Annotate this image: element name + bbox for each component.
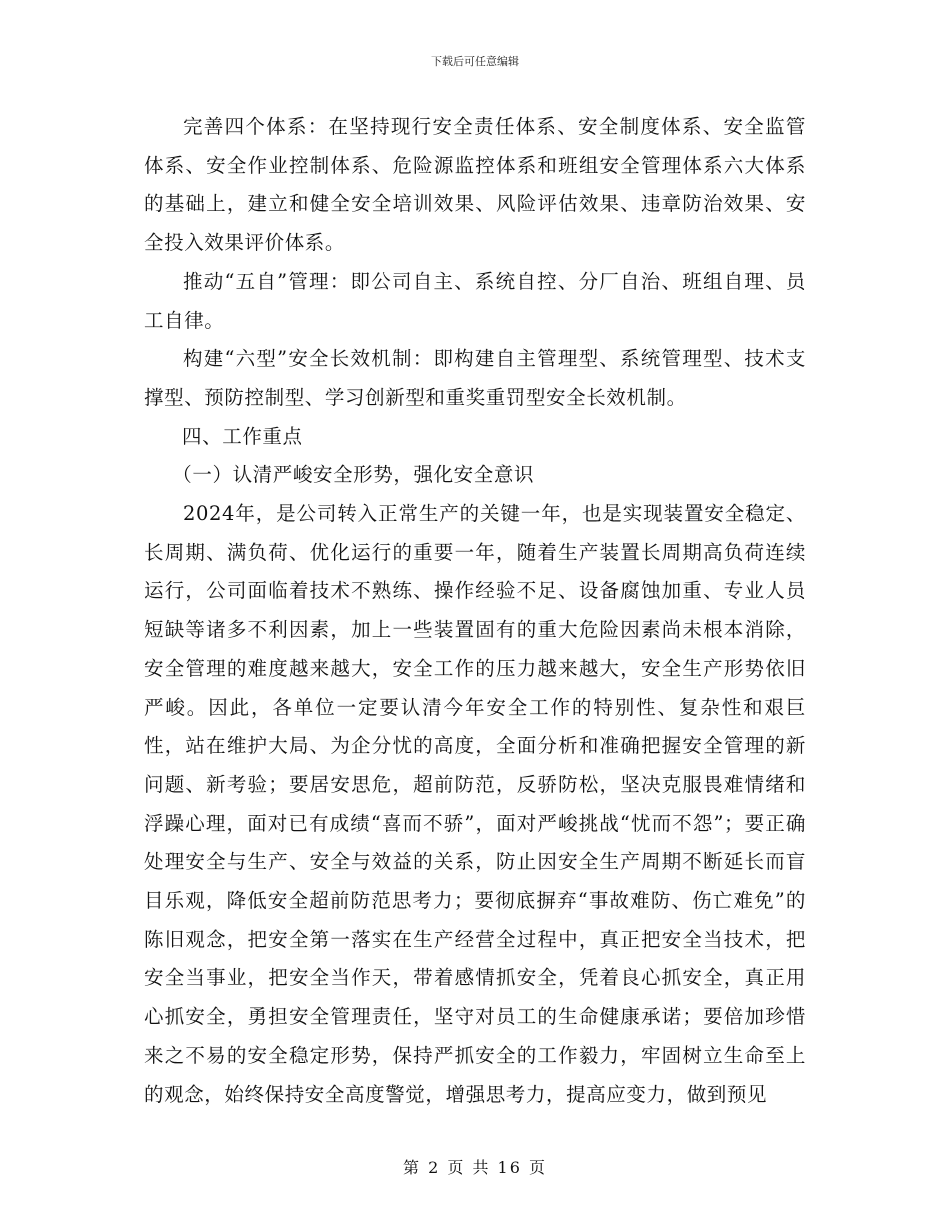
paragraph-2024-safety-situation: 2024年，是公司转入正常生产的关键一年，也是实现装置安全稳定、长周期、满负荷、优化运行的重要一年，随着生产装置长周期高负荷连续运行，公司面临着技术不熟练、操作经验不足、设备腐蚀加重、专业人员短缺等诸多不利因素，加上一些装置固有的重大危险因素尚未根本消除，安全管理的难度越来越大，安全工作的压力越来越大，安全生产形势依旧严峻。因此，各单位一定要认清今年安全工作的特别性、复杂性和艰巨性，站在维护大局、为企分忧的高度，全面分析和准确把握安全管理的新问题、新考验；要居安思危，超前防范，反骄防松，坚决克服畏难情绪和浮躁心理，面对已有成绩“喜而不骄”，面对严峻挑战“忧而不怨”；要正确处理安全与生产、安全与效益的关系，防止因安全生产周期不断延长而盲目乐观，降低安全超前防范思考力；要彻底摒弃“事故难防、伤亡难免”的陈旧观念，把安全第一落实在生产经营全过程中，真正把安全当技术，把安全当事业，把安全当作天，带着感情抓安全，凭着良心抓安全，真正用心抓安全，勇担安全管理责任，坚守对员工的生命健康承诺；要倍加珍惜来之不易的安全稳定形势，保持严抓安全的工作毅力，牢固树立生命至上的观念，始终保持安全高度警觉，增强思考力，提高应变力，做到预见 bbox=[144, 502, 806, 1106]
page-header: 下载后可任意编辑 bbox=[431, 55, 519, 68]
subsection-heading-safety-awareness: （一）认清严峻安全形势，强化安全意识 bbox=[172, 463, 535, 487]
paragraph-six-type-mechanism: 构建“六型”安全长效机制：即构建自主管理型、系统管理型、技术支撑型、预防控制型、学习创新型和重奖重罚型安全长效机制。 bbox=[144, 347, 806, 409]
page-number: 第 2 页 共 16 页 bbox=[403, 1158, 547, 1177]
paragraph-four-systems: 完善四个体系：在坚持现行安全责任体系、安全制度体系、安全监管体系、安全作业控制体系、危险源监控体系和班组安全管理体系六大体系的基础上，建立和健全安全培训效果、风险评估效果、违章防治效果、安全投入效果评价体系。 bbox=[144, 115, 806, 255]
paragraph-five-self-management: 推动“五自”管理：即公司自主、系统自控、分厂自治、班组自理、员工自律。 bbox=[144, 269, 806, 332]
section-heading-work-focus: 四、工作重点 bbox=[182, 424, 303, 448]
document-body bbox=[144, 108, 806, 1114]
